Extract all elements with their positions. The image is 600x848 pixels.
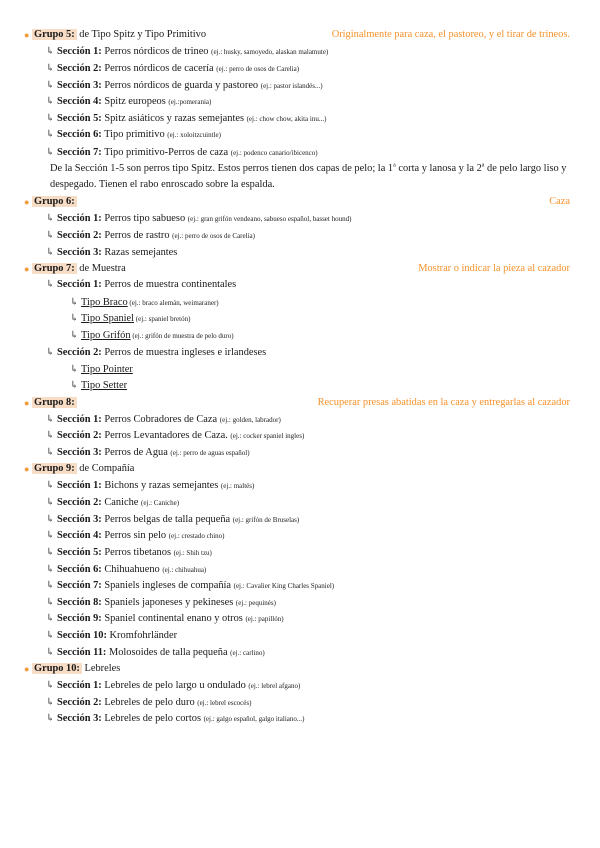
subtype-name: Tipo Spaniel <box>81 313 135 324</box>
group-purpose: Mostrar o indicar la pieza al cazador <box>418 263 570 274</box>
section-row <box>0 145 600 161</box>
section-row <box>0 61 600 77</box>
section-label: Sección 3: <box>57 713 102 724</box>
section-text: Perros nórdicos de cacería <box>101 63 217 74</box>
section-row <box>0 495 600 511</box>
corner-arrow-icon: ↳ <box>70 313 79 324</box>
subtype-row <box>0 328 600 344</box>
group-title: de Compañía <box>76 463 135 474</box>
section-row <box>0 245 600 261</box>
section-example: (ej.: papillón) <box>245 615 284 623</box>
section-text: Spaniels japoneses y pekineses <box>101 597 236 608</box>
section-example: (ej.: lebrel escocés) <box>197 699 252 707</box>
section-row <box>0 228 600 244</box>
corner-arrow-icon: ↳ <box>46 597 55 608</box>
section-row <box>0 695 600 711</box>
group-5-heading <box>0 27 600 43</box>
section-label: Sección 4: <box>57 96 102 107</box>
corner-arrow-icon: ↳ <box>46 247 55 258</box>
section-text: Perros de Agua <box>101 447 171 458</box>
section-text: Caniche <box>101 497 141 508</box>
section-text: Spaniels ingleses de compañía <box>101 580 234 591</box>
section-label: Sección 1: <box>57 279 102 290</box>
corner-arrow-icon: ↳ <box>46 447 55 458</box>
group-tag: Grupo 9: <box>34 463 75 474</box>
group-purpose: Originalmente para caza, el pastoreo, y el tirar de trineos. <box>331 29 570 40</box>
corner-arrow-icon: ↳ <box>46 647 55 658</box>
section-example: (ej.:pomerania) <box>168 98 212 106</box>
corner-arrow-icon: ↳ <box>46 347 55 358</box>
corner-arrow-icon: ↳ <box>46 580 55 591</box>
section-label: Sección 1: <box>57 480 102 491</box>
corner-arrow-icon: ↳ <box>46 630 55 641</box>
section-text: Molosoides de talla pequeña <box>106 647 231 658</box>
group-6-heading <box>0 194 600 210</box>
section-row <box>0 645 600 661</box>
corner-arrow-icon: ↳ <box>46 213 55 224</box>
section-row <box>0 111 600 127</box>
group-tag: Grupo 6: <box>34 196 75 207</box>
section-label: Sección 5: <box>57 113 102 124</box>
group-10-heading <box>0 661 600 677</box>
section-row <box>0 44 600 60</box>
section-label: Sección 3: <box>57 247 102 258</box>
section-label: Sección 5: <box>57 547 102 558</box>
orange-bullet-icon: ● <box>24 464 30 474</box>
group-tag: Grupo 5: <box>34 29 75 40</box>
section-row <box>0 412 600 428</box>
corner-arrow-icon: ↳ <box>46 547 55 558</box>
section-label: Sección 6: <box>57 564 102 575</box>
section-example: (ej.: grifón de Bruselas) <box>232 516 300 524</box>
subtype-row <box>0 378 600 394</box>
corner-arrow-icon: ↳ <box>46 230 55 241</box>
section-row <box>0 277 600 293</box>
subtype-example: (ej.: spaniel bretón) <box>134 315 191 323</box>
section-label: Sección 6: <box>57 129 102 140</box>
section-example: (ej.: perro de osos de Carelia) <box>172 232 255 240</box>
section-row <box>0 562 600 578</box>
group-tag: Grupo 7: <box>34 263 75 274</box>
subtype-row <box>0 311 600 327</box>
group-title: de Muestra <box>76 263 126 274</box>
group-title: Lebreles <box>81 663 121 674</box>
corner-arrow-icon: ↳ <box>46 430 55 441</box>
section-label: Sección 7: <box>57 580 102 591</box>
orange-bullet-icon: ● <box>24 264 30 274</box>
section-example: (ej.: Caniche) <box>140 499 180 507</box>
section-text: Lebreles de pelo largo u ondulado <box>101 680 249 691</box>
section-text: Chihuahueno <box>101 564 163 575</box>
section-text: Tipo primitivo-Perros de caza <box>101 147 231 158</box>
section-label: Sección 8: <box>57 597 102 608</box>
section-example: (ej.: golden, labrador) <box>219 416 281 424</box>
corner-arrow-icon: ↳ <box>46 530 55 541</box>
section-row <box>0 211 600 227</box>
corner-arrow-icon: ↳ <box>46 147 55 158</box>
corner-arrow-icon: ↳ <box>70 364 79 375</box>
group-tag: Grupo 8: <box>34 397 75 408</box>
section-text: Perros de muestra continentales <box>101 279 237 290</box>
section-label: Sección 3: <box>57 447 102 458</box>
section-example: (ej.: crestado chino) <box>168 532 225 540</box>
section-text: Perros de muestra ingleses e irlandeses <box>101 347 267 358</box>
section-label: Sección 4: <box>57 530 102 541</box>
group-tag: Grupo 10: <box>34 663 80 674</box>
corner-arrow-icon: ↳ <box>46 680 55 691</box>
subtype-name: Tipo Braco <box>81 297 128 308</box>
section-example: (ej.: Shih tzu) <box>173 549 212 557</box>
section-label: Sección 2: <box>57 230 102 241</box>
section-row <box>0 127 600 143</box>
subtype-example: (ej.: grifón de muestra de pelo duro) <box>130 332 234 340</box>
section-label: Sección 1: <box>57 46 102 57</box>
section-label: Sección 2: <box>57 430 102 441</box>
section-row <box>0 78 600 94</box>
corner-arrow-icon: ↳ <box>70 297 79 308</box>
section-example: (ej.: perro de aguas español) <box>170 449 250 457</box>
group-7-heading <box>0 261 600 277</box>
corner-arrow-icon: ↳ <box>46 564 55 575</box>
corner-arrow-icon: ↳ <box>46 697 55 708</box>
section-example: (ej.: Cavalier King Charles Spaniel) <box>233 582 335 590</box>
section-label: Sección 7: <box>57 147 102 158</box>
section-text: Perros tibetanos <box>101 547 174 558</box>
section-example: (ej.: xoloitzcuintle) <box>167 131 221 139</box>
section-row <box>0 611 600 627</box>
spitz-note: De la Sección 1-5 son perros tipo Spitz. Estos perros tienen dos capas de pelo; la 1$^a$ corta y lanosa y la 2$^a$ de pelo largo liso y despegado. Tienen el rabo enroscado sobre la espalda. <box>50 162 567 190</box>
corner-arrow-icon: ↳ <box>70 330 79 341</box>
section-label: Sección 1: <box>57 213 102 224</box>
section-row <box>0 528 600 544</box>
section-label: Sección 1: <box>57 680 102 691</box>
section-text: Tipo primitivo <box>101 129 168 140</box>
section-example: (ej.: podenco canario/ibicenco) <box>230 149 318 157</box>
section-row <box>0 678 600 694</box>
section-example: (ej.: chihuahua) <box>162 566 207 574</box>
section-example: (ej.: carlino) <box>230 649 265 657</box>
section-row <box>0 578 600 594</box>
section-row <box>0 711 600 727</box>
orange-bullet-icon: ● <box>24 30 30 40</box>
section-example: (ej.: perro de osos de Carelia) <box>216 65 300 73</box>
section-row <box>0 628 600 644</box>
group-title: de Tipo Spitz y Tipo Primitivo <box>76 29 207 40</box>
section-text: Perros Levantadores de Caza. <box>101 430 231 441</box>
corner-arrow-icon: ↳ <box>46 63 55 74</box>
orange-bullet-icon: ● <box>24 197 30 207</box>
section-label: Sección 1: <box>57 414 102 425</box>
section-text: Perros nórdicos de trineo <box>101 46 212 57</box>
subtype-row <box>0 362 600 378</box>
subtype-name: Tipo Setter <box>81 380 128 391</box>
corner-arrow-icon: ↳ <box>46 80 55 91</box>
section-label: Sección 10: <box>57 630 107 641</box>
section-example: (ej.: chow chow, akita inu...) <box>246 115 327 123</box>
section-text: Lebreles de pelo duro <box>101 697 198 708</box>
subtype-example: (ej.: braco alemán, weimaraner) <box>127 299 219 307</box>
section-text: Spaniel continental enano y otros <box>101 613 246 624</box>
section-example: (ej.: cocker spaniel ingles) <box>230 432 305 440</box>
section-text: Razas semejantes <box>101 247 178 258</box>
section-text: Perros nórdicos de guarda y pastoreo <box>101 80 261 91</box>
section-label: Sección 11: <box>57 647 107 658</box>
section-example: (ej.: pastor islandés...) <box>260 82 323 90</box>
section-example: (ej.: galgo español, galgo italiano...) <box>203 715 305 723</box>
section-text: Perros de rastro <box>101 230 173 241</box>
section-example: (ej.: maltés) <box>220 482 255 490</box>
group-purpose: Recuperar presas abatidas en la caza y entregarlas al cazador <box>317 397 570 408</box>
subtype-name: Tipo Pointer <box>81 364 133 375</box>
corner-arrow-icon: ↳ <box>46 113 55 124</box>
group-9-heading <box>0 461 600 477</box>
section-example: (ej.: pequinés) <box>235 599 276 607</box>
corner-arrow-icon: ↳ <box>46 480 55 491</box>
section-example: (ej.: gran grifón vendeano, sabueso español, basset hound) <box>187 215 352 223</box>
group-8-heading <box>0 395 600 411</box>
corner-arrow-icon: ↳ <box>46 96 55 107</box>
section-row <box>0 428 600 444</box>
corner-arrow-icon: ↳ <box>46 129 55 140</box>
corner-arrow-icon: ↳ <box>46 279 55 290</box>
orange-bullet-icon: ● <box>24 664 30 674</box>
section-text: Bichons y razas semejantes <box>101 480 221 491</box>
section-text: Spitz europeos <box>101 96 169 107</box>
section-row <box>0 94 600 110</box>
section-row <box>0 445 600 461</box>
section-example: (ej.: husky, samoyedo, alaskan malamute) <box>211 48 329 56</box>
corner-arrow-icon: ↳ <box>46 613 55 624</box>
corner-arrow-icon: ↳ <box>46 497 55 508</box>
section-label: Sección 9: <box>57 613 102 624</box>
group-purpose: Caza <box>549 196 570 207</box>
section-text: Spitz asiáticos y razas semejantes <box>101 113 247 124</box>
subtype-name: Tipo Grifón <box>81 330 131 341</box>
section-label: Sección 3: <box>57 514 102 525</box>
section-label: Sección 2: <box>57 63 102 74</box>
section-row <box>0 545 600 561</box>
section-label: Sección 3: <box>57 80 102 91</box>
section-text: Kromfohrländer <box>106 630 178 641</box>
section-text: Perros Cobradores de Caza <box>101 414 220 425</box>
section-label: Sección 2: <box>57 347 102 358</box>
orange-bullet-icon: ● <box>24 398 30 408</box>
section-row <box>0 595 600 611</box>
section-example: (ej.: lebrel afgano) <box>248 682 301 690</box>
section-row <box>0 345 600 361</box>
corner-arrow-icon: ↳ <box>46 46 55 57</box>
corner-arrow-icon: ↳ <box>46 713 55 724</box>
section-row <box>0 512 600 528</box>
section-text: Perros sin pelo <box>101 530 169 541</box>
section-text: Perros tipo sabueso <box>101 213 188 224</box>
section-label: Sección 2: <box>57 697 102 708</box>
corner-arrow-icon: ↳ <box>46 414 55 425</box>
section-text: Lebreles de pelo cortos <box>101 713 204 724</box>
section-row <box>0 478 600 494</box>
corner-arrow-icon: ↳ <box>46 514 55 525</box>
corner-arrow-icon: ↳ <box>70 380 79 391</box>
section-label: Sección 2: <box>57 497 102 508</box>
subtype-row <box>0 295 600 311</box>
section-text: Perros belgas de talla pequeña <box>101 514 233 525</box>
